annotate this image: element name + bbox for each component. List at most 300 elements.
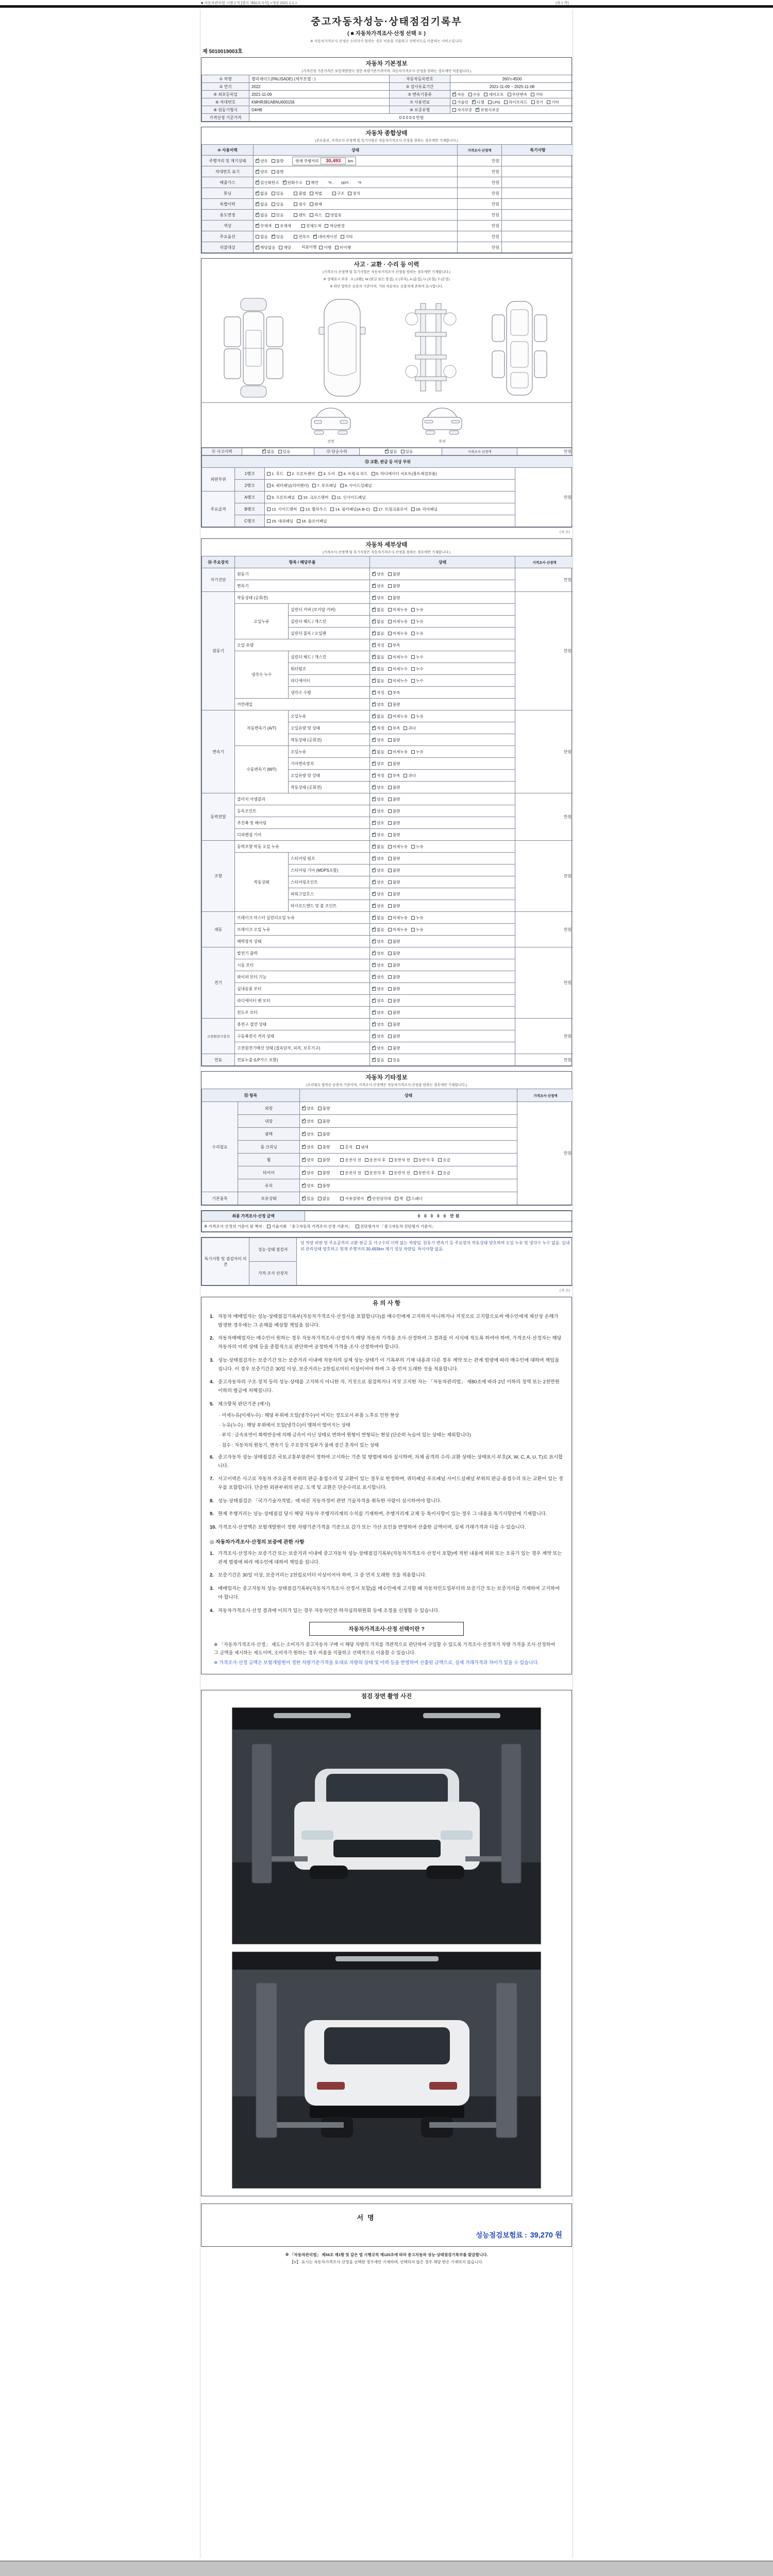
checkbox-불량[interactable]: 불량 xyxy=(388,951,400,956)
checkbox-양호[interactable]: ✓ 양호 xyxy=(372,856,384,861)
checkbox-유채색[interactable]: 유채색 xyxy=(275,223,291,229)
inspection-photo-rear-lifted xyxy=(232,1952,541,2189)
checkbox-있음[interactable]: 있음 xyxy=(388,1057,400,1063)
inspection-insurance-fee xyxy=(476,2229,562,2240)
notice-item: 2. 자동차매매업자는 매수인이 원하는 경우 자동차가격조사·산정자가 해당 자동차 가격을 조사·산정하여 그 결과를 이 서식에 적도록 하여야 하며, 가격조사·산정자는 해당 자동차의 이력·상태 등을 종합적으로 판단하여 공정하게 가격을 조사·산정하여야 합니다. xyxy=(210,1335,562,1350)
checkbox-수동[interactable]: 수동 xyxy=(468,92,481,97)
checkbox-미세누유[interactable]: 미세누유 xyxy=(388,607,408,613)
checkbox-양호[interactable]: ✓ 양호 xyxy=(372,974,384,980)
checkbox-양호[interactable]: ✓ 양호 xyxy=(372,998,384,1004)
checkbox-미세누유[interactable]: 미세누유 xyxy=(388,631,408,636)
checkbox-해당[interactable]: 해당 xyxy=(279,245,291,250)
checkbox-양호[interactable]: ✓ 양호 xyxy=(372,1010,384,1015)
checkbox-있음[interactable]: 있음 xyxy=(401,449,413,454)
checkbox-양호[interactable]: ✓ 양호 xyxy=(372,571,384,577)
checkbox-불량[interactable]: 불량 xyxy=(388,808,400,814)
checkbox-과다[interactable]: 과다 xyxy=(404,725,416,731)
cell: 자기진단 xyxy=(202,568,235,592)
checkbox-냄새[interactable]: 냄새 xyxy=(356,1144,368,1150)
cell xyxy=(370,604,515,616)
checkbox-13. 휠하우스[interactable]: 13. 휠하우스 xyxy=(300,506,327,512)
checkbox-불량[interactable]: 불량 xyxy=(388,998,400,1004)
checkbox-진단평가사 「중고자동차 진단평가 기준서」[interactable]: 진단평가사 「중고자동차 진단평가 기준서」 xyxy=(356,1224,435,1229)
checkbox-양호[interactable]: ✓ 양호 xyxy=(372,820,384,826)
cell xyxy=(254,210,458,221)
cell: 동력조향 작동 오일 누유 xyxy=(235,841,370,853)
cell: 오일누유 xyxy=(289,710,370,722)
checkbox-양호[interactable]: ✓ 양호 xyxy=(302,1118,314,1124)
cell xyxy=(360,448,442,455)
checkbox-양호[interactable]: ✓ 양호 xyxy=(256,169,268,175)
checkbox-없음[interactable]: ✓ 없음 xyxy=(372,678,384,684)
cell: 냉각수 누수 xyxy=(235,651,289,699)
checkbox-미세누유[interactable]: 미세누유 xyxy=(388,714,408,719)
checkbox-불량[interactable]: 불량 xyxy=(388,820,400,826)
header-cell: 가격조사·산정액 xyxy=(515,556,573,568)
checkbox-렌트[interactable]: 렌트 xyxy=(294,212,306,218)
checkbox-색상변경[interactable]: 색상변경 xyxy=(325,223,344,229)
section-detail-condition xyxy=(201,538,572,1066)
checkbox-양호[interactable]: ✓ 양호 xyxy=(256,158,268,164)
checkbox-없음[interactable]: ✓ 없음 xyxy=(372,927,384,933)
cell: 실내송풍 모터 xyxy=(235,983,370,995)
checkbox-양호[interactable]: ✓ 양호 xyxy=(372,832,384,838)
checkbox-불량[interactable]: 불량 xyxy=(388,1045,400,1051)
checkbox-있음[interactable]: ✓ 있음 xyxy=(272,234,284,240)
cell: 실린더 커버 (로커암 커버) xyxy=(289,604,370,616)
checkbox-양호[interactable]: ✓ 양호 xyxy=(372,702,384,707)
checkbox-양호[interactable]: ✓ 양호 xyxy=(302,1131,314,1137)
cell: 수리필요 xyxy=(202,1102,238,1192)
cell: 발전기 출력 xyxy=(235,947,370,959)
cell: 실린더 헤드 / 개스킷 xyxy=(289,651,370,663)
checkbox-부족[interactable]: 부족 xyxy=(388,773,400,778)
checkbox-불량[interactable]: 불량 xyxy=(272,169,284,175)
checkbox-양호[interactable]: ✓ 양호 xyxy=(372,583,384,589)
etc-info-table xyxy=(201,1089,572,1205)
checkbox-전체도색[interactable]: 전체도색 xyxy=(301,223,321,229)
checkbox-없음[interactable]: 없음 xyxy=(256,234,268,240)
checkbox-리스[interactable]: 리스 xyxy=(310,212,322,218)
continuation-marker: (계 속) xyxy=(559,531,570,534)
cell xyxy=(370,1030,515,1042)
checkbox-9. 프론트패널[interactable]: 9. 프론트패널 xyxy=(267,495,295,500)
checkbox-불량[interactable]: 불량 xyxy=(318,1131,330,1137)
checkbox-무단변속[interactable]: 무단변속 xyxy=(508,92,527,97)
checkbox-불량[interactable]: 불량 xyxy=(388,974,400,980)
checkbox-응급[interactable]: 응급 xyxy=(438,1170,450,1176)
checkbox-양호[interactable]: ✓ 양호 xyxy=(372,951,384,956)
checkbox-없음[interactable]: ✓ 없음 xyxy=(256,201,268,207)
cell: 디퍼렌셜 기어 xyxy=(235,829,370,841)
checkbox-없음[interactable]: ✓ 없음 xyxy=(372,714,384,719)
checkbox-4. 트렁크 리드[interactable]: 4. 트렁크 리드 xyxy=(339,471,367,477)
checkbox-불량[interactable]: 불량 xyxy=(388,571,400,577)
cell xyxy=(502,156,574,166)
checkbox-있음[interactable]: 있음 xyxy=(272,201,284,207)
checkbox-14. 필러패널(A·B·C)[interactable]: 14. 필러패널(A·B·C) xyxy=(330,506,370,512)
checkbox-양호[interactable]: ✓ 양호 xyxy=(372,1022,384,1027)
checkbox-양호[interactable]: ✓ 양호 xyxy=(372,761,384,767)
checkbox-누유[interactable]: 누유 xyxy=(411,619,424,624)
cell: 원동기 xyxy=(202,592,235,710)
opinion-text: 당 차량 외판 및 주요골격의 교환·판금 등 사고수리 이력 없는 차량임. 원동기·변속기 등 주요장치 작동상태 양호하며 오일 누유 및 냉각수 누수 없음. 실내외 관리상태 양호하고 현재 주행거리 30,493km 계기 정상 차량임. 특이사항 없음. xyxy=(297,1238,574,1285)
checkbox-응급[interactable]: 응급 xyxy=(438,1157,450,1163)
checkbox-불량[interactable]: 불량 xyxy=(318,1170,330,1176)
checkbox-적정[interactable]: ✓ 적정 xyxy=(372,690,384,696)
checkbox-불량[interactable]: 불량 xyxy=(388,856,400,861)
checkbox-디젤[interactable]: ✓ 디젤 xyxy=(472,99,484,105)
checkbox-없음[interactable]: ✓ 없음 xyxy=(372,607,384,613)
checkbox-8. 사이드실패널[interactable]: 8. 사이드실패널 xyxy=(340,483,372,488)
checkbox-누유[interactable]: 누유 xyxy=(411,927,424,933)
checkbox-있음[interactable]: 있음 xyxy=(272,212,284,218)
checkbox-11. 인사이드패널[interactable]: 11. 인사이드패널 xyxy=(332,495,365,500)
checkbox-양호[interactable]: ✓ 양호 xyxy=(372,891,384,897)
checkbox-부족[interactable]: 부족 xyxy=(388,642,400,648)
checkbox-불량[interactable]: 불량 xyxy=(388,737,400,743)
checkbox-네비게이션[interactable]: ✓ 네비게이션 xyxy=(313,234,337,240)
checkbox-불량[interactable]: 불량 xyxy=(272,158,284,164)
checkbox-동반석 전[interactable]: 동반석 전 xyxy=(389,1157,410,1163)
cell: 등속조인트 xyxy=(235,805,370,817)
status-code-legend: ※ 상태표시 부호 : X (교환), W (판금 또는 용접), C (부식), A (흠집), U (요철), T (손상) xyxy=(323,278,450,281)
header-cell: ⑮ 항목 xyxy=(202,1089,300,1102)
cell: ① 차명 xyxy=(202,75,249,83)
cell xyxy=(502,231,574,242)
cell: 외장 xyxy=(238,1102,300,1115)
section-title: 사고 · 교환 · 수리 등 이력 xyxy=(354,262,419,268)
checkbox-1. 후드[interactable]: 1. 후드 xyxy=(267,471,283,477)
checkbox-있음[interactable]: ✓ 있음 xyxy=(302,1196,314,1201)
checkbox-미세누유[interactable]: 미세누유 xyxy=(388,749,408,755)
cell: 2021-11-09 xyxy=(249,91,390,98)
checkbox-10. 크로스멤버[interactable]: 10. 크로스멤버 xyxy=(298,495,328,500)
checkbox-불량[interactable]: 불량 xyxy=(388,595,400,601)
checkbox-불량[interactable]: 불량 xyxy=(388,986,400,992)
checkbox-운전석 후[interactable]: 운전석 후 xyxy=(365,1157,385,1163)
section-title: 자동차 세부상태 xyxy=(365,542,408,548)
car-diagram-row xyxy=(201,290,572,403)
detail-condition-table xyxy=(201,556,572,1066)
checkbox-누유[interactable]: 누유 xyxy=(411,749,424,755)
checkbox-불량[interactable]: 불량 xyxy=(388,796,400,802)
cell xyxy=(502,199,574,210)
checkbox-누유[interactable]: 누유 xyxy=(411,631,424,636)
cell xyxy=(370,722,515,734)
checkbox-양호[interactable]: ✓ 양호 xyxy=(302,1144,314,1150)
checkbox-미세누유[interactable]: 미세누유 xyxy=(388,915,408,921)
checkbox-불량[interactable]: 불량 xyxy=(388,832,400,838)
cell: 광택 xyxy=(238,1128,300,1141)
cell: ③ 검사유효기간 xyxy=(390,83,450,91)
checkbox-12. 사이드멤버[interactable]: 12. 사이드멤버 xyxy=(267,506,297,512)
section-title: 자동차 종합상태 xyxy=(365,130,408,137)
checkbox-미세누유[interactable]: 미세누유 xyxy=(388,619,408,624)
checkbox-가솔린[interactable]: 가솔린 xyxy=(452,99,468,105)
checkbox-불량[interactable]: 불량 xyxy=(388,868,400,873)
checkbox-없음[interactable]: ✓ 없음 xyxy=(372,631,384,636)
checkbox-무채색[interactable]: ✓ 무채색 xyxy=(256,223,272,229)
checkbox-없음[interactable]: ✓ 없음 xyxy=(372,915,384,921)
checkbox-흔적[interactable]: 흔적 xyxy=(340,1144,352,1150)
checkbox-양호[interactable]: ✓ 양호 xyxy=(372,1045,384,1051)
checkbox-해당없음[interactable]: ✓ 해당없음 xyxy=(256,245,275,250)
checkbox-없음[interactable]: ✓ 없음 xyxy=(256,191,268,196)
cell: 전기 xyxy=(202,947,235,1019)
checkbox-기술사회 「중고자동차 가격조사·산정 기준서」[interactable]: 기술사회 「중고자동차 가격조사·산정 기준서」 xyxy=(267,1224,352,1229)
checkbox-침수[interactable]: 침수 xyxy=(294,201,306,207)
car-diagram-front-view xyxy=(306,404,356,436)
checkbox-동반석 후[interactable]: 동반석 후 xyxy=(414,1170,434,1176)
cell: 변속기 xyxy=(235,580,370,592)
checkbox-없음[interactable]: ✓ 없음 xyxy=(372,844,384,850)
checkbox-적정[interactable]: ✓ 적정 xyxy=(372,642,384,648)
cell: ✓ 일산화탄소 ✓ 탄화수소 매연 % , ppm , % xyxy=(254,177,458,188)
cell: 주요골격 xyxy=(202,492,235,527)
cell xyxy=(450,91,574,98)
checkbox-15. 대쉬패널[interactable]: 15. 대쉬패널 xyxy=(267,518,293,524)
checkbox-영업용[interactable]: 영업용 xyxy=(326,212,342,218)
checkbox-불량[interactable]: 불량 xyxy=(388,702,400,707)
checkbox-불량[interactable]: 불량 xyxy=(388,962,400,968)
cell xyxy=(254,188,458,199)
checkbox-6. 쿼터패널(리어펜더)[interactable]: 6. 쿼터패널(리어펜더) xyxy=(267,483,309,488)
checkbox-미세누유[interactable]: 미세누유 xyxy=(388,844,408,850)
cell xyxy=(265,515,515,527)
page-subtitle: ( ■ 자동차가격조사·산정 선택 ① ) xyxy=(347,30,426,37)
cell: 기어변속장치 xyxy=(289,758,370,770)
checkbox-없음[interactable]: ✓ 없음 xyxy=(385,449,397,454)
checkbox-있음[interactable]: 있음 xyxy=(278,449,291,454)
checkbox-없음[interactable]: ✓ 없음 xyxy=(262,449,275,454)
cell xyxy=(450,106,574,114)
document-footer xyxy=(201,2251,572,2265)
checkbox-없음[interactable]: ✓ 없음 xyxy=(372,749,384,755)
header-cell: ⑩ 사용이력 xyxy=(202,145,254,156)
checkbox-2. 프론트펜더[interactable]: 2. 프론트펜더 xyxy=(287,471,315,477)
cell: C랭크 xyxy=(235,515,265,527)
cell: 오일유량 및 상태 xyxy=(289,770,370,782)
cell: 용도변경 xyxy=(202,210,254,221)
checkbox-운전석 전[interactable]: 운전석 전 xyxy=(340,1170,361,1176)
cell: 만원 xyxy=(458,166,502,177)
checkbox-불량[interactable]: 불량 xyxy=(388,879,400,885)
cell: 커먼레일 xyxy=(235,699,370,710)
fee-label: 성능점검보험료 : xyxy=(476,2231,527,2240)
cell xyxy=(300,1102,517,1115)
cell: 추진축 및 베어링 xyxy=(235,817,370,829)
checkbox-잭[interactable]: 잭 xyxy=(395,1196,403,1201)
checkbox-양호[interactable]: ✓ 양호 xyxy=(372,796,384,802)
checkbox-미세누수[interactable]: 미세누수 xyxy=(388,666,408,672)
checkbox-양호[interactable]: ✓ 양호 xyxy=(372,939,384,944)
cell: 원동기 xyxy=(235,568,370,580)
checkbox-양호[interactable]: ✓ 양호 xyxy=(372,808,384,814)
checkbox-탄화수소[interactable]: ✓ 탄화수소 xyxy=(283,180,303,185)
cell: 워터펌프 xyxy=(289,663,370,675)
checkbox-불량[interactable]: 불량 xyxy=(388,1033,400,1039)
checkbox-일산화탄소[interactable]: ✓ 일산화탄소 xyxy=(256,180,279,185)
checkbox-운전석 전[interactable]: 운전석 전 xyxy=(340,1157,361,1163)
checkbox-누유[interactable]: 누유 xyxy=(411,714,424,719)
cell: 2022 xyxy=(249,83,390,91)
checkbox-부족[interactable]: 부족 xyxy=(388,690,400,696)
cell: ⑦ 사용연료 xyxy=(390,98,450,106)
notice-item: 7. 사고이력은 사고로 자동차 주요골격 부위의 판금·용접수리 및 교환이 있는 경우로 한정하며, 쿼터패널·루프패널·사이드실패널 부위의 판금·용접수리 또는 교환이 있는 경우를 포함합니다. 단순한 외판부위의 판금, 도색 및 교환은 단순수리로 표시합니다. xyxy=(210,1476,563,1490)
checkbox-있음[interactable]: 있음 xyxy=(272,191,284,196)
checkbox-양호[interactable]: ✓ 양호 xyxy=(302,1183,314,1189)
checkbox-양호[interactable]: ✓ 양호 xyxy=(372,986,384,992)
cell: 260누4500 xyxy=(450,75,574,83)
checkbox-기타[interactable]: 기타 xyxy=(547,99,559,105)
checkbox-미세누유[interactable]: 미세누유 xyxy=(388,927,408,933)
checkbox-3. 도어[interactable]: 3. 도어 xyxy=(318,471,335,477)
checkbox-불량[interactable]: 불량 xyxy=(388,891,400,897)
checkbox-미세누수[interactable]: 미세누수 xyxy=(388,654,408,660)
checkbox-기타[interactable]: 기타 xyxy=(531,92,543,97)
checkbox-미세누수[interactable]: 미세누수 xyxy=(388,678,408,684)
checkbox-불량[interactable]: 불량 xyxy=(318,1118,330,1124)
checkbox-불량[interactable]: 불량 xyxy=(388,583,400,589)
checkbox-세미오토[interactable]: 세미오토 xyxy=(484,92,503,97)
checkbox-안전삼각대[interactable]: ✓ 안전삼각대 xyxy=(367,1196,391,1201)
cell xyxy=(502,188,574,199)
checkbox-양호[interactable]: ✓ 양호 xyxy=(372,737,384,743)
checkbox-16. 플로어패널[interactable]: 16. 플로어패널 xyxy=(297,518,327,524)
cell: 2021-11-09 ~ 2025-11-08 xyxy=(450,83,574,91)
section-note: (수리필요 항목은 승용차 기준이며, 가격조사·산정액은 자동차가격조사·산정을 원하는 경우에만 기재합니다.) xyxy=(306,1083,467,1087)
price-assessment-box-title: 자동차가격조사·산정 선택이란 ? xyxy=(309,1622,464,1636)
checkbox-불량[interactable]: 불량 xyxy=(388,761,400,767)
checkbox-자동[interactable]: ✓ 자동 xyxy=(452,92,465,97)
section-title: 자동차 기본정보 xyxy=(365,61,408,67)
notice-item: 4. 자동차가격조사·산정 결과에 이의가 있는 경우 자동차안전·하자심의위원회 등에 조정을 신청할 수 있습니다. xyxy=(210,1607,440,1613)
checkbox-불량[interactable]: 불량 xyxy=(388,939,400,944)
cell xyxy=(370,663,515,675)
notice-item: 4. 중고자동차의 구조·장치 등의 성능·상태를 고지하지 아니한 자, 거짓으로 점검하거나 거짓 고지한 자는 「자동차관리법」 제80조에 따라 2년 이하의 징역 또는 2천만원 이하의 벌금에 처해집니다. xyxy=(210,1379,560,1394)
checkbox-적정[interactable]: ✓ 적정 xyxy=(372,725,384,731)
checkbox-누수[interactable]: 누수 xyxy=(411,678,424,684)
checkbox-불량[interactable]: 불량 xyxy=(318,1183,330,1189)
checkbox-하이브리드[interactable]: 하이브리드 xyxy=(504,99,528,105)
checkbox-불량[interactable]: 불량 xyxy=(388,1022,400,1027)
cell: 구동축전지 격리 상태 xyxy=(235,1030,370,1042)
checkbox-불량[interactable]: 불량 xyxy=(388,903,400,909)
cell xyxy=(370,876,515,888)
cell xyxy=(370,805,515,817)
checkbox-장치[interactable]: 장치 xyxy=(348,191,360,196)
checkbox-없음[interactable]: ✓ 없음 xyxy=(372,1057,384,1063)
cell: 주행거리 및 계기상태 xyxy=(202,156,254,166)
checkbox-누유[interactable]: 누유 xyxy=(411,607,424,613)
checkbox-적법[interactable]: 적법 xyxy=(310,191,322,196)
section-note: (가격조사·산정액 및 특기사항은 자동차가격조사·산정을 원하는 경우에만 기재합니다.) xyxy=(322,551,450,554)
header-cell: 상태 xyxy=(254,145,458,156)
cell: 만원 xyxy=(515,947,573,1019)
checkbox-없음[interactable]: ✓ 없음 xyxy=(372,654,384,660)
checkbox-양호[interactable]: ✓ 양호 xyxy=(372,868,384,873)
cell: B랭크 xyxy=(235,503,265,515)
checkbox-썬루프[interactable]: 썬루프 xyxy=(294,234,310,240)
cell xyxy=(254,156,458,166)
checkbox-없음[interactable]: ✓ 없음 xyxy=(372,666,384,672)
checkbox-5. 라디에이터 서포트(볼트체결부품)[interactable]: 5. 라디에이터 서포트(볼트체결부품) xyxy=(372,471,437,477)
document-header xyxy=(201,14,572,43)
checkbox-18. 리어패널[interactable]: 18. 리어패널 xyxy=(411,506,438,512)
checkbox-동반석 전[interactable]: 동반석 전 xyxy=(389,1170,410,1176)
checkbox-불량[interactable]: 불량 xyxy=(318,1157,330,1163)
checkbox-화재[interactable]: 화재 xyxy=(310,201,322,207)
checkbox-누유[interactable]: 누유 xyxy=(411,844,424,850)
checkbox-17. 트렁크플로어[interactable]: 17. 트렁크플로어 xyxy=(374,506,408,512)
checkbox-없음[interactable]: ✓ 없음 xyxy=(256,212,268,218)
checkbox-누수[interactable]: 누수 xyxy=(411,666,424,672)
rear-view-caption: 후면 xyxy=(439,440,446,444)
checkbox-이행[interactable]: 이행 xyxy=(319,245,331,250)
cell: A랭크 xyxy=(235,492,265,503)
checkbox-사용설명서[interactable]: 사용설명서 xyxy=(340,1196,364,1201)
checkbox-매연[interactable]: 매연 xyxy=(306,180,318,185)
checkbox-불량[interactable]: 불량 xyxy=(388,1010,400,1015)
checkbox-양호[interactable]: ✓ 양호 xyxy=(372,962,384,968)
checkbox-양호[interactable]: ✓ 양호 xyxy=(372,595,384,601)
checkbox-LPG[interactable]: LPG xyxy=(488,100,500,105)
checkbox-자가보증[interactable]: 자가보증 xyxy=(452,107,472,113)
cell xyxy=(370,1019,515,1030)
section-final-price xyxy=(201,1210,572,1232)
checkbox-부족[interactable]: 부족 xyxy=(388,725,400,731)
checkbox-양호[interactable]: ✓ 양호 xyxy=(372,785,384,790)
checkbox-과다[interactable]: 과다 xyxy=(404,773,416,778)
form-reference: ■ 자동차관리법 시행규칙 [별지 제82호서식] <개정 2021.1.1.> xyxy=(201,2,297,5)
checkbox-양호[interactable]: ✓ 양호 xyxy=(302,1170,314,1176)
cell: D4HB xyxy=(249,106,390,114)
checkbox-동반석 후[interactable]: 동반석 후 xyxy=(414,1157,434,1163)
checkbox-양호[interactable]: ✓ 양호 xyxy=(372,879,384,885)
checkbox-기타[interactable]: 기타 xyxy=(341,234,353,240)
checkbox-미이행[interactable]: 미이행 xyxy=(335,245,351,250)
checkbox-스패너[interactable]: 스패너 xyxy=(407,1196,423,1201)
checkbox-없음[interactable]: ✓ 없음 xyxy=(372,619,384,624)
checkbox-운전석 후[interactable]: 운전석 후 xyxy=(365,1170,385,1176)
checkbox-누유[interactable]: 누유 xyxy=(411,915,424,921)
cell: 윈도우 모터 xyxy=(235,1007,370,1019)
checkbox-없음[interactable]: 없음 xyxy=(318,1196,330,1201)
section-note: (주요옵션, 가격조사·산정액 및 특기사항은 자동차가격조사·산정을 원하는 경우에만 기재합니다.) xyxy=(315,139,458,143)
checkbox-양호[interactable]: ✓ 양호 xyxy=(372,903,384,909)
cell xyxy=(254,199,458,210)
section-note: (가격산정 기준가격은 보험개발원이 정한 차량기준가격이며, 자동차가격조사·산정을 원하는 경우에만 적용됩니다.) xyxy=(301,70,472,73)
cell xyxy=(370,841,515,853)
cell: 특기사항 및 점검자의 의견 xyxy=(202,1238,249,1285)
cell xyxy=(502,177,574,188)
checkbox-불량[interactable]: 불량 xyxy=(318,1144,330,1150)
checkbox-보험사보증[interactable]: ✓ 보험사보증 xyxy=(476,107,499,113)
header-cell: 가격조사·산정액 xyxy=(458,145,502,156)
checkbox-양호[interactable]: ✓ 양호 xyxy=(372,1033,384,1039)
checkbox-불량[interactable]: 불량 xyxy=(318,1106,330,1111)
checkbox-불량[interactable]: 불량 xyxy=(388,785,400,790)
checkbox-전기[interactable]: 전기 xyxy=(531,99,544,105)
checkbox-7. 루프패널[interactable]: 7. 루프패널 xyxy=(312,483,337,488)
checkbox-양호[interactable]: ✓ 양호 xyxy=(302,1157,314,1163)
checkbox-적정[interactable]: ✓ 적정 xyxy=(372,773,384,778)
checkbox-양호[interactable]: ✓ 양호 xyxy=(302,1106,314,1111)
checkbox-누수[interactable]: 누수 xyxy=(411,654,424,660)
checkbox-불법[interactable]: 불법 xyxy=(294,191,306,196)
checkbox-구조[interactable]: 구조 xyxy=(332,191,345,196)
